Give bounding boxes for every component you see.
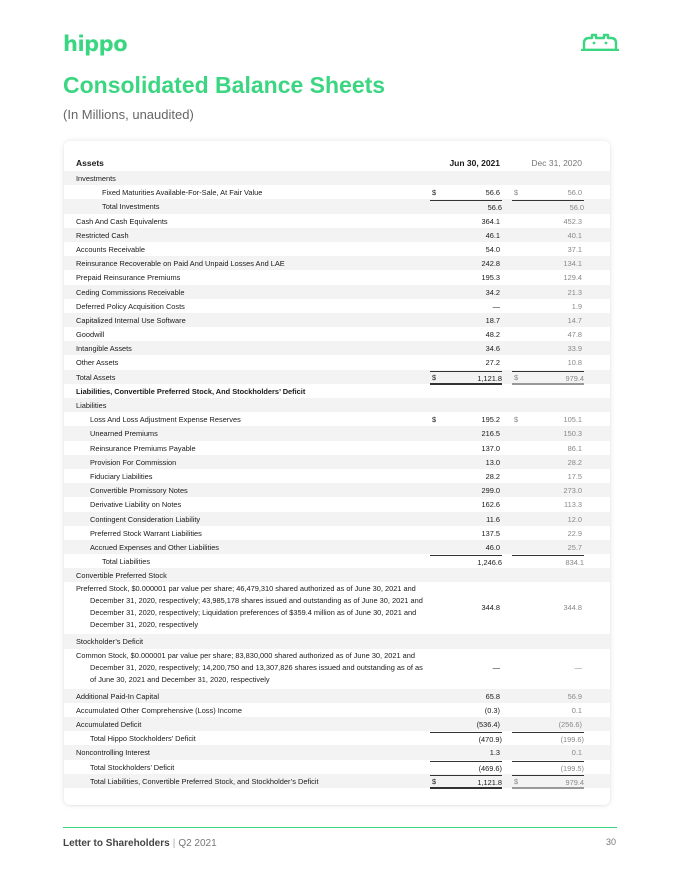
row-label: Convertible Promissory Notes <box>90 486 188 496</box>
row-label: Restricted Cash <box>76 230 129 240</box>
table-row <box>64 717 610 731</box>
table-row <box>64 568 610 582</box>
value-jun-2021: 18.7 <box>485 315 500 325</box>
footer-separator: | <box>172 838 176 849</box>
row-label: Total Stockholders’ Deficit <box>90 762 175 772</box>
assets-heading: Assets <box>76 158 104 168</box>
table-row <box>64 412 610 426</box>
currency-symbol: $ <box>432 776 437 786</box>
currency-symbol: $ <box>514 415 519 425</box>
value-dec-2020: 10.8 <box>567 358 582 368</box>
row-label: Additional Paid-In Capital <box>76 691 159 701</box>
column-header-jun-2021: Jun 30, 2021 <box>449 158 500 168</box>
value-dec-2020: 17.5 <box>567 471 582 481</box>
value-dec-2020: 134.1 <box>563 259 582 269</box>
table-row <box>64 649 610 689</box>
row-label: Fixed Maturities Available-For-Sale, At Fair Value <box>102 188 263 198</box>
table-row <box>64 185 610 199</box>
column-header-dec-2020: Dec 31, 2020 <box>531 158 582 168</box>
table-row <box>64 228 610 242</box>
value-dec-2020: 33.9 <box>567 344 582 354</box>
table-row <box>64 355 610 369</box>
row-label: Investments <box>76 174 116 183</box>
row-label: Accounts Receivable <box>76 244 146 254</box>
row-label: Prepaid Reinsurance Premiums <box>76 273 181 283</box>
hippo-face-icon <box>581 33 619 56</box>
row-label: Common Stock, $0.000001 par value per share; 83,830,000 shared authorized as of June 30, 2021 and December 31, 2020, respectively; 14,200,750 and 13,307,826 shares issued and outstanding as of as of June 30, 2021 and December 31, 2020, respectively <box>76 650 423 684</box>
footer-divider <box>63 827 617 828</box>
currency-symbol: $ <box>514 372 519 382</box>
table-row <box>64 512 610 526</box>
value-dec-2020: 452.3 <box>563 216 582 226</box>
value-dec-2020: 344.8 <box>563 603 582 613</box>
page-title: Consolidated Balance Sheets <box>63 72 386 98</box>
table-row <box>64 497 610 511</box>
value-jun-2021: 46.0 <box>485 542 500 552</box>
table-row <box>64 689 610 703</box>
value-dec-2020: — <box>574 662 582 672</box>
currency-symbol: $ <box>432 372 437 382</box>
row-label: Accrued Expenses and Other Liabilities <box>90 542 219 552</box>
table-row <box>64 398 610 412</box>
value-jun-2021: 1,246.6 <box>430 555 502 567</box>
currency-symbol: $ <box>432 415 437 425</box>
value-dec-2020: 129.4 <box>563 273 582 283</box>
row-label: Intangible Assets <box>76 344 132 354</box>
row-label: Other Assets <box>76 358 119 368</box>
value-dec-2020: (256.6) <box>558 720 582 729</box>
page-subtitle: (In Millions, unaudited) <box>63 107 194 122</box>
table-row <box>64 426 610 440</box>
value-jun-2021: 242.8 <box>481 259 500 269</box>
value-dec-2020: 0.1 <box>571 705 582 715</box>
row-label: Deferred Policy Acquisition Costs <box>76 301 185 311</box>
value-dec-2020: 979.4 <box>512 775 584 789</box>
value-jun-2021: 1,121.8 <box>430 775 502 789</box>
row-label: Liabilities <box>76 401 107 410</box>
value-jun-2021: 162.6 <box>481 500 500 510</box>
value-dec-2020: 40.1 <box>567 230 582 240</box>
value-jun-2021: 56.6 <box>430 200 502 212</box>
value-jun-2021: 34.2 <box>485 287 500 297</box>
value-jun-2021: (536.4) <box>476 720 500 729</box>
table-row <box>64 370 610 384</box>
value-dec-2020: 22.9 <box>567 528 582 538</box>
currency-symbol: $ <box>432 188 437 198</box>
table-row <box>64 582 610 634</box>
value-dec-2020: 21.3 <box>567 287 582 297</box>
row-label: Total Investments <box>102 202 160 212</box>
row-label: Noncontrolling Interest <box>76 748 150 758</box>
table-row <box>64 540 610 554</box>
value-jun-2021: 1.3 <box>489 748 500 758</box>
table-row <box>64 299 610 313</box>
value-jun-2021: 137.5 <box>481 528 500 538</box>
value-jun-2021: 1,121.8 <box>430 371 502 385</box>
value-jun-2021: 216.5 <box>481 429 500 439</box>
value-jun-2021: 56.6 <box>485 188 500 198</box>
table-row <box>64 384 610 398</box>
table-row <box>64 469 610 483</box>
row-label: Stockholder’s Deficit <box>76 637 144 647</box>
value-jun-2021: — <box>492 662 500 672</box>
table-row <box>64 455 610 469</box>
table-row <box>64 285 610 299</box>
value-dec-2020: 56.9 <box>567 691 582 701</box>
value-dec-2020: 56.0 <box>512 200 584 212</box>
value-dec-2020: 86.1 <box>567 443 582 453</box>
value-dec-2020: (199.6) <box>512 732 584 744</box>
value-dec-2020: 150.3 <box>563 429 582 439</box>
table-header <box>64 141 610 171</box>
hippo-logo: hippo <box>63 32 128 56</box>
row-label: Derivative Liability on Notes <box>90 500 182 510</box>
value-jun-2021: 27.2 <box>485 358 500 368</box>
table-row <box>64 214 610 228</box>
table-row <box>64 270 610 284</box>
currency-symbol: $ <box>514 776 519 786</box>
table-row <box>64 313 610 327</box>
value-dec-2020: 37.1 <box>567 244 582 254</box>
table-row <box>64 745 610 759</box>
value-jun-2021: (0.3) <box>484 705 500 715</box>
value-dec-2020: 56.0 <box>567 188 582 198</box>
footer-doc-name: Letter to Shareholders <box>63 838 170 849</box>
currency-symbol: $ <box>514 188 519 198</box>
value-jun-2021: 195.2 <box>481 415 500 425</box>
table-row <box>64 199 610 213</box>
value-jun-2021: 137.0 <box>481 443 500 453</box>
value-jun-2021: 13.0 <box>485 457 500 467</box>
value-jun-2021: 299.0 <box>481 486 500 496</box>
row-label: Total Liabilities <box>102 557 151 567</box>
row-label: Total Liabilities, Convertible Preferred Stock, and Stockholder’s Deficit <box>90 776 319 786</box>
value-jun-2021: 344.8 <box>481 603 500 613</box>
table-row <box>64 256 610 270</box>
row-label: Reinsurance Premiums Payable <box>90 443 196 453</box>
value-jun-2021: 28.2 <box>485 471 500 481</box>
row-label: Total Assets <box>76 372 116 382</box>
value-jun-2021: 48.2 <box>485 330 500 340</box>
row-label: Fiduciary Liabilities <box>90 471 153 481</box>
value-jun-2021: 65.8 <box>485 691 500 701</box>
table-row <box>64 171 610 185</box>
value-jun-2021: (469.6) <box>430 761 502 773</box>
row-label: Loss And Loss Adjustment Expense Reserves <box>90 415 241 425</box>
table-row <box>64 242 610 256</box>
value-dec-2020: 113.3 <box>564 500 582 510</box>
row-label: Goodwill <box>76 330 105 340</box>
table-row <box>64 774 610 788</box>
value-dec-2020: 105.1 <box>563 415 582 425</box>
table-row <box>64 441 610 455</box>
table-row <box>64 483 610 497</box>
value-dec-2020: 14.7 <box>567 315 582 325</box>
value-dec-2020: 0.1 <box>571 748 582 758</box>
row-label: Capitalized Internal Use Software <box>76 315 186 325</box>
row-label: Preferred Stock, $0.000001 par value per share; 46,479,310 shared authorized as of June 30, 2021 and December 31, 2020, respectively; 43,985,178 shares issued and outstanding as of June 30, 2021 and December 31, 2020, respectively; Liquidation preferences of $359.4 million as of June 30, 2021 and December 31, 2020, respectively <box>76 584 423 630</box>
value-jun-2021: 195.3 <box>481 273 500 283</box>
row-label: Provision For Commission <box>90 457 177 467</box>
table-row <box>64 341 610 355</box>
value-jun-2021: 11.6 <box>486 514 500 524</box>
value-dec-2020: 979.4 <box>512 371 584 385</box>
value-jun-2021: 364.1 <box>481 216 500 226</box>
table-row <box>64 526 610 540</box>
value-dec-2020: 28.2 <box>567 457 582 467</box>
row-label: Accumulated Deficit <box>76 720 142 729</box>
value-dec-2020: 47.8 <box>567 330 582 340</box>
row-label: Ceding Commissions Receivable <box>76 287 185 297</box>
value-jun-2021: — <box>492 301 500 311</box>
page-number: 30 <box>605 837 616 847</box>
table-row <box>64 327 610 341</box>
row-label: Unearned Premiums <box>90 429 158 439</box>
value-jun-2021: 54.0 <box>485 244 500 254</box>
value-dec-2020: 834.1 <box>512 555 584 567</box>
value-dec-2020: 273.0 <box>563 486 582 496</box>
table-row <box>64 703 610 717</box>
row-label: Contingent Consideration Liability <box>90 514 201 524</box>
row-label: Total Hippo Stockholders’ Deficit <box>90 734 196 744</box>
footer-doc-label <box>63 838 217 849</box>
row-label: Reinsurance Recoverable on Paid And Unpaid Losses And LAE <box>76 259 285 269</box>
balance-sheet-rows <box>64 171 610 788</box>
row-label: Cash And Cash Equivalents <box>76 216 168 226</box>
value-dec-2020: 12.0 <box>567 514 582 524</box>
row-label: Accumulated Other Comprehensive (Loss) Income <box>76 705 242 715</box>
table-row <box>64 554 610 568</box>
value-jun-2021: 46.1 <box>485 230 500 240</box>
value-jun-2021: (470.9) <box>430 732 502 744</box>
row-label: Preferred Stock Warrant Liabilities <box>90 528 202 538</box>
row-label: Convertible Preferred Stock <box>76 571 167 581</box>
footer-quarter: Q2 2021 <box>178 838 217 849</box>
balance-sheet-card <box>64 141 610 805</box>
table-row <box>64 634 610 648</box>
value-jun-2021: 34.6 <box>485 344 500 354</box>
row-label: Liabilities, Convertible Preferred Stock, And Stockholders’ Deficit <box>76 386 306 396</box>
table-row <box>64 760 610 774</box>
value-dec-2020: 25.7 <box>567 542 582 552</box>
table-row <box>64 731 610 745</box>
value-dec-2020: 1.9 <box>571 301 582 311</box>
value-dec-2020: (199.5) <box>512 761 584 773</box>
